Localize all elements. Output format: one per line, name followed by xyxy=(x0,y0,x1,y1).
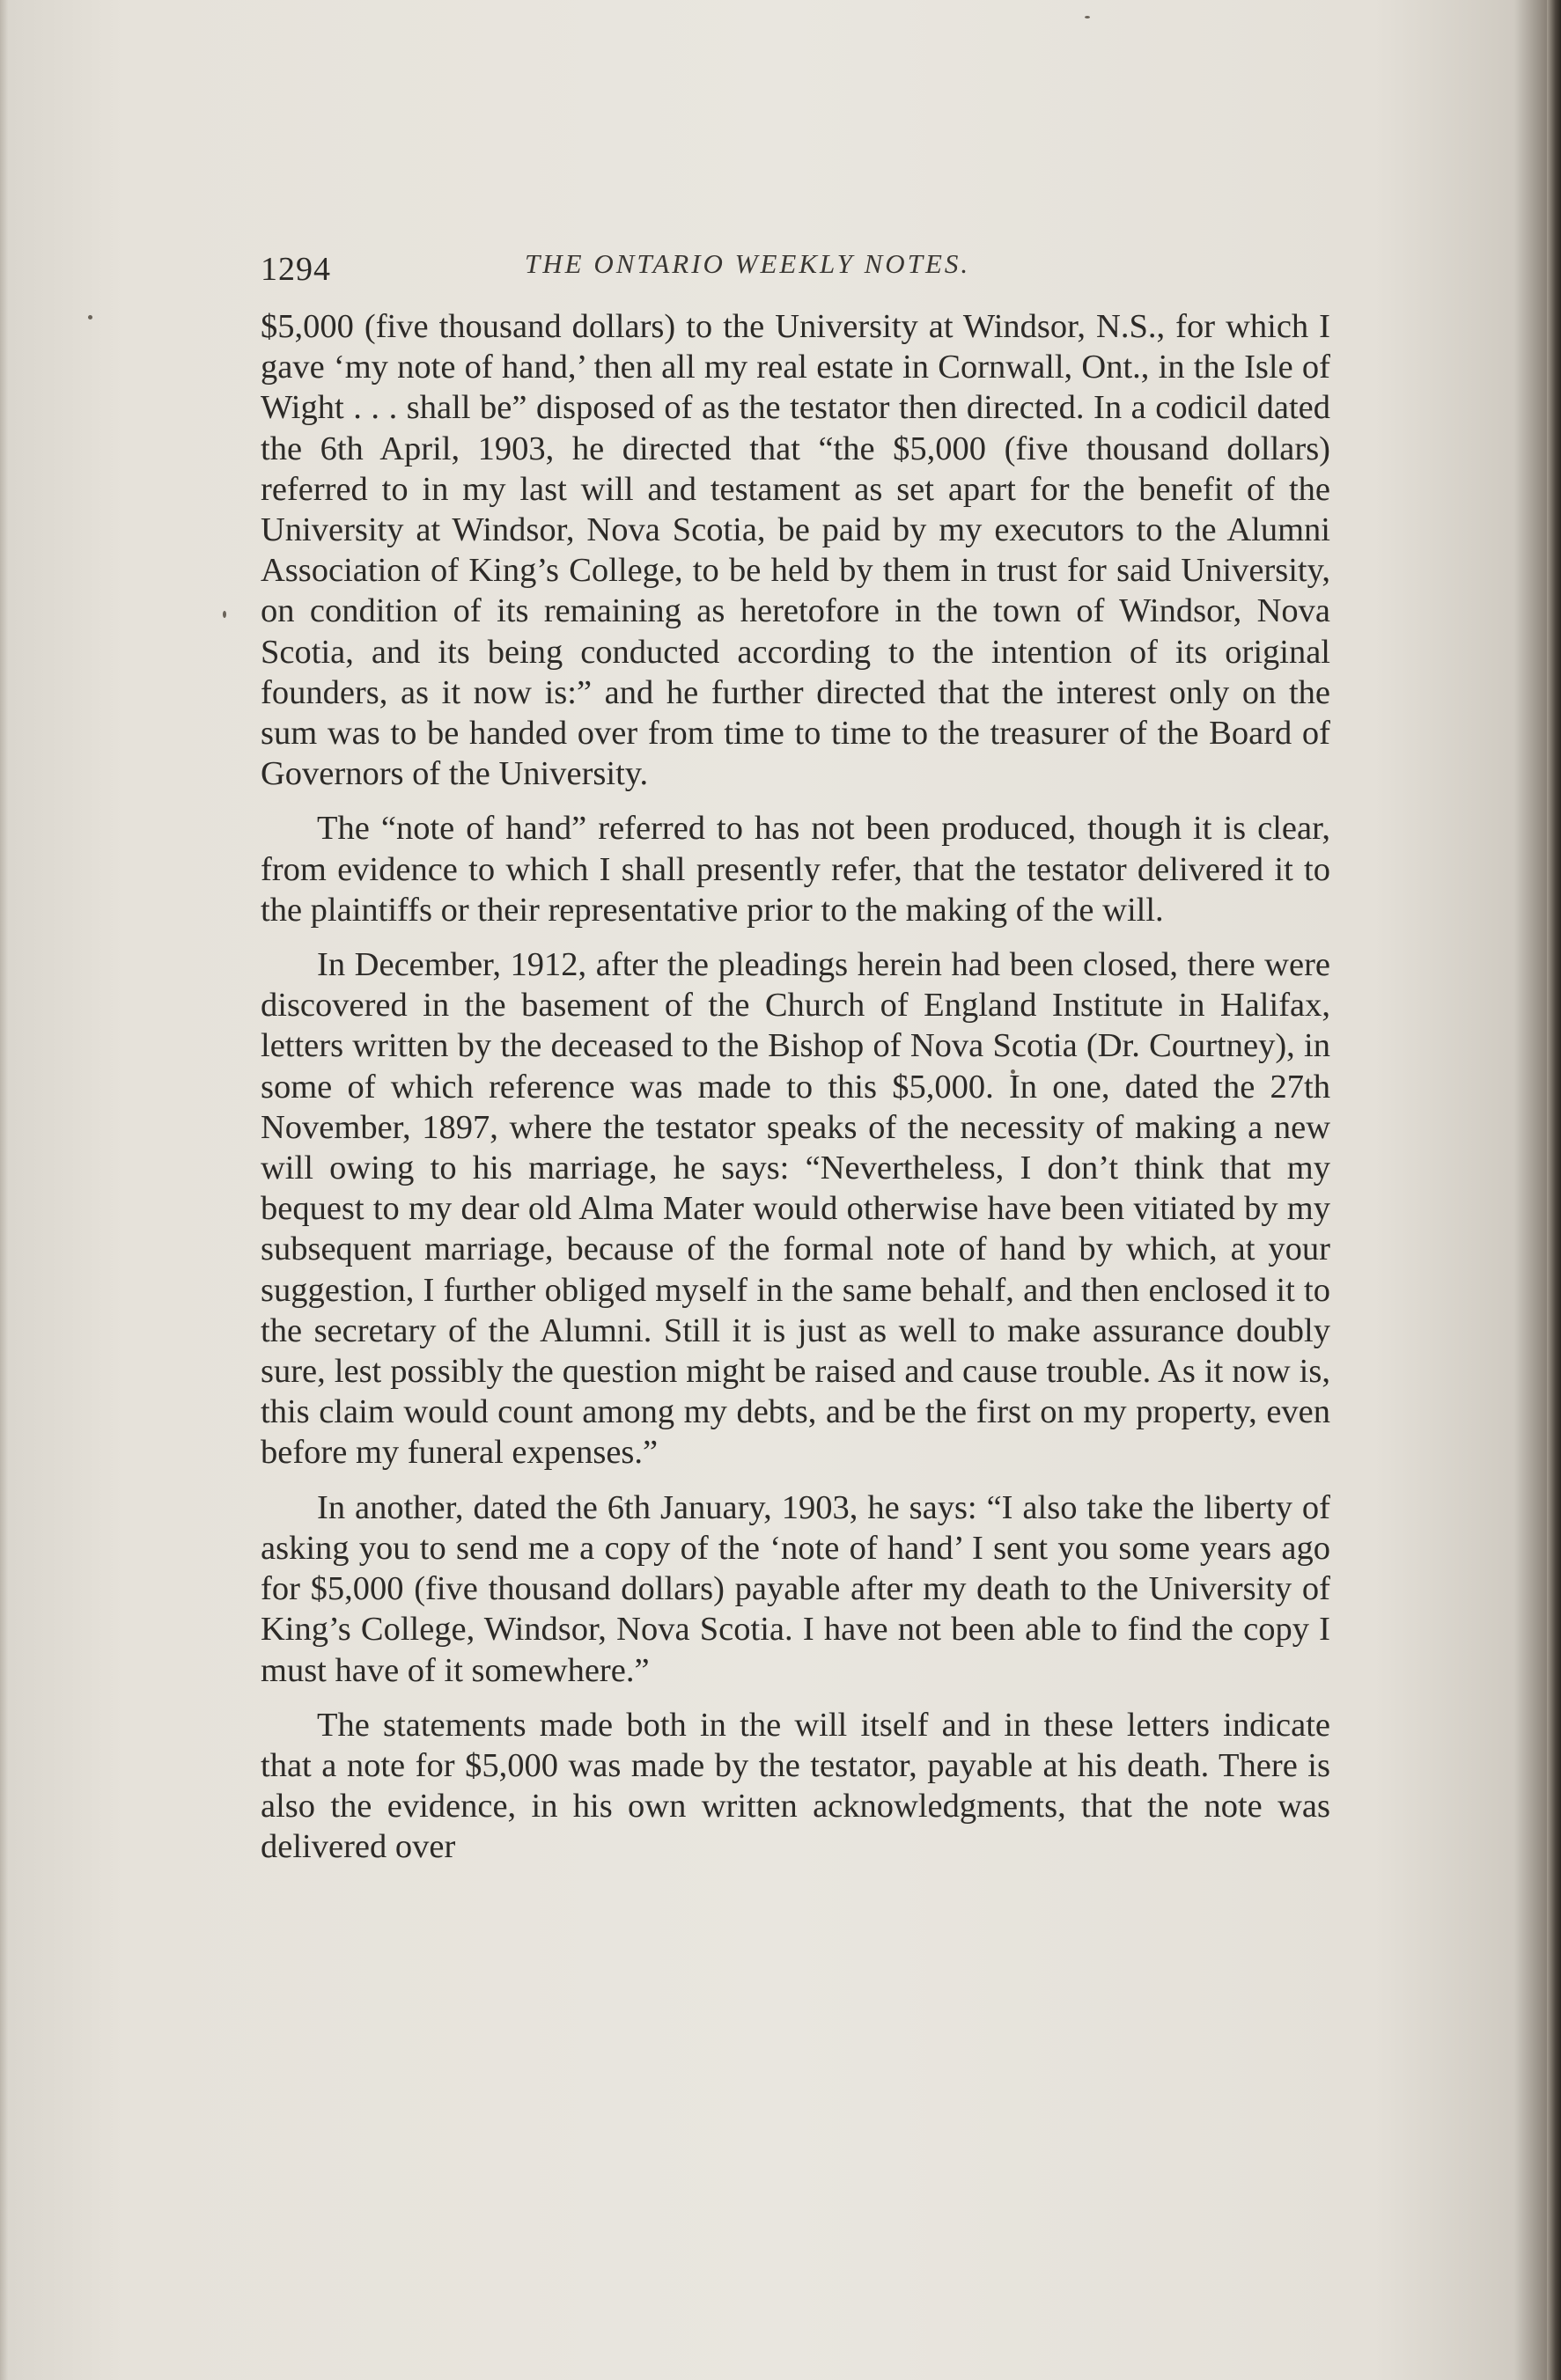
page-number: 1294 xyxy=(261,251,331,288)
document-page xyxy=(261,238,1330,1868)
running-head xyxy=(261,238,1330,290)
journal-title: THE ONTARIO WEEKLY NOTES. xyxy=(525,248,971,279)
paragraph-note-of-hand: The “note of hand” referred to has not been produced, though it is clear, from evidence to which I shall presently refer, that the testator delivered it to the plaintiffs or their representative prior to the making of the will. xyxy=(261,810,1330,929)
paragraph-january-letter: In another, dated the 6th January, 1903, he says: “I also take the liberty of asking you to send me a copy of the ‘note of hand’ I sent you some years ago for $5,000 (five thousand dollars) payable after my death to the University of King’s College, Windsor, Nova Scotia. I have not been able to find the copy I must have of it somewhere.” xyxy=(261,1488,1330,1689)
paragraph-december-letters: In December, 1912, after the pleadings herein had been closed, there were discovered in the basement of the Church of England Institute in Halifax, letters written by the deceased to the Bishop of Nova Scotia (Dr. Courtney), in some of which reference was made to this $5,000. In one, dated the 27th November, 1897, where the testator speaks of the necessity of making a new will owing to his marriage, he says: “Nevertheless, I don’t think that my bequest to my dear old Alma Mater would otherwise have been vitiated by my subsequent marriage, because of the formal note of hand by which, at your suggestion, I further obliged myself in the same behalf, and then enclosed it to the secretary of the Alumni. Still it is just as well to make assurance doubly sure, lest possibly the question might be raised and cause trouble. As it now is, this claim would count among my debts, and be the first on my property, even before my funeral expenses.” xyxy=(261,946,1330,1472)
paragraph-continuation: $5,000 (five thousand dollars) to the University at Windsor, N.S., for which I gave ‘my note of hand,’ then all my real estate in Cornwall, Ont., in the Isle of Wight . . . shall be” disposed of as the testator then directed. In a codicil dated the 6th April, 1903, he directed that “the $5,000 (five thousand dollars) referred to in my last will and testament as set apart for the benefit of the University at Windsor, Nova Scotia, be paid by my executors to the Alumni Association of King’s College, to be held by them in trust for said University, on condition of its remaining as heretofore in the town of Windsor, Nova Scotia, and its being conducted according to the intention of its original founders, as it now is:” and he further directed that the interest only on the sum was to be handed over from time to time to the treasurer of the Board of Governors of the University. xyxy=(261,308,1330,793)
paragraph-statements: The statements made both in the will itself and in these letters indicate that a note for $5,000 was made by the testator, payable at his death. There is also the evidence, in his own written acknowledgments, that the note was delivered over xyxy=(261,1706,1330,1866)
page-binding-shadow xyxy=(1547,0,1561,2380)
page-left-edge xyxy=(0,0,9,2380)
